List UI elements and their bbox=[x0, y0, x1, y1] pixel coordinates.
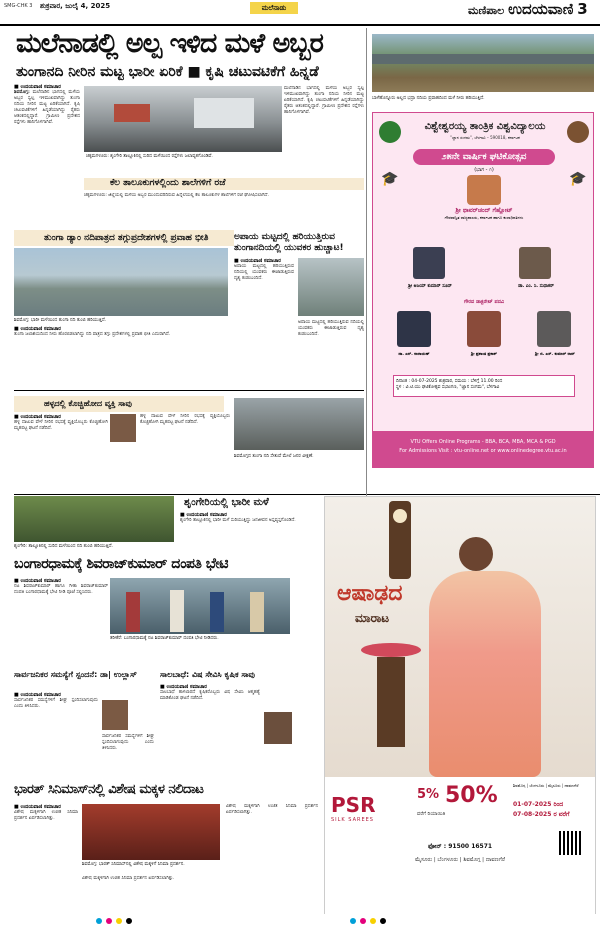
folio: SMG-CHK 3 bbox=[4, 3, 33, 9]
sringeri-text: ಶೃಂಗೇರಿ ತಾಲ್ಲೂಕಿನಲ್ಲಿ ಭಾರೀ ಮಳೆ ಸುರಿಯುತ್ತಿದ್ದು ಜನಜೀವನ ಅಸ್ತವ್ಯಸ್ತಗೊಂಡಿದೆ. bbox=[180, 518, 296, 523]
bharat-caption: ಶಿವಮೊಗ್ಗ: ಭಾರತ್ ಸಿನಿಮಾಸ್‌ನಲ್ಲಿ ವಿಶೇಷ ಮಕ್ಕಳಿಗೆ ಸಿನಿಮಾ ಪ್ರದರ್ಶನ. bbox=[82, 862, 185, 867]
chief-guest-photo bbox=[467, 175, 501, 205]
guest-photo-4 bbox=[467, 311, 501, 347]
danger-bureau: ■ ಉದಯವಾಣಿ ಸಮಾಚಾರ bbox=[234, 258, 281, 264]
vtu-guest2: ಡಾ. ಎಂ. ಸಿ. ಸುಧಾಕರ್ bbox=[518, 284, 554, 289]
vtu-portrait bbox=[567, 121, 589, 143]
vtu-guest1: ಶ್ರೀ ಅಜಯ್ ಕುಮಾರ್ ಸೂದ್ bbox=[408, 284, 452, 289]
vtu-address: "ಜ್ಞಾನ ಸಂಗಮ", ಬೆಳಗಾವಿ – 590018, ಕರ್ನಾಟಕ bbox=[450, 135, 520, 140]
psr-phone: ಫೋನ್ : 91500 16571 bbox=[427, 843, 493, 850]
model-head bbox=[459, 537, 493, 571]
offer-max: 50% bbox=[445, 783, 498, 808]
bharat-text-2: ವಿಶೇಷ ಮಕ್ಕಳಿಗಾಗಿ ಉಚಿತ ಸಿನಿಮಾ ಪ್ರದರ್ಶನ ಏರ್ಪಡಿಸಲಾಗಿತ್ತು. bbox=[226, 804, 318, 815]
flower-bowl bbox=[361, 643, 421, 657]
registration-mark-yellow bbox=[116, 918, 122, 924]
vtu-section: ಗೌರವ ಡಾಕ್ಟರೇಟ್ ಪದವಿ bbox=[463, 299, 505, 305]
lead-subhead: ತುಂಗಾನದಿ ನೀರಿನ ಮಟ್ಟ ಭಾರೀ ಏರಿಕೆ ■ ಕೃಷಿ ಚಟುವಟಿಕೆಗೆ ಹಿನ್ನಡೆ bbox=[16, 64, 319, 80]
guest-photo-3 bbox=[397, 311, 431, 347]
snake-body bbox=[14, 414, 108, 482]
psr-advertisement bbox=[324, 496, 596, 914]
paper-title: ಉದಯವಾಣಿ bbox=[508, 0, 574, 18]
registration-mark-cyan bbox=[96, 918, 102, 924]
farmer-text: ಸಾಲಬಾಧೆ ತಾಳಲಾರದೆ ಕೃಷಿಕರೊಬ್ಬರು ವಿಷ ಸೇವಿಸಿ ಆತ್ಮಹತ್ಯೆ ಮಾಡಿಕೊಂಡ ಘಟನೆ ನಡೆದಿದೆ. bbox=[160, 690, 260, 701]
issue-date: ಶುಕ್ರವಾರ, ಜುಲೈ 4, 2025 bbox=[40, 2, 111, 10]
offer-date-from: 01-07-2025 ರಿಂದ bbox=[513, 801, 564, 808]
sringeri-photo bbox=[14, 496, 174, 542]
guest-photo-5 bbox=[537, 311, 571, 347]
bharat-text-3: ವಿಶೇಷ ಮಕ್ಕಳಿಗಾಗಿ ಉಚಿತ ಸಿನಿಮಾ ಪ್ರದರ್ಶನ ಏರ್ಪಡಿಸಲಾಗಿತ್ತು. bbox=[82, 876, 175, 881]
vtu-chief: ಶ್ರೀ ಥಾವರ್‌ಚಂದ್ ಗೆಹ್ಲೋಟ್ bbox=[455, 207, 513, 214]
bharat-text: ವಿಶೇಷ ಮಕ್ಕಳಿಗಾಗಿ ಉಚಿತ ಸಿನಿಮಾ ಪ್ರದರ್ಶನ ಏರ್ಪಡಿಸಲಾಗಿತ್ತು. bbox=[14, 810, 78, 821]
psr-subtitle: ಮಾರಾಟ bbox=[355, 611, 390, 625]
lead-column-2 bbox=[284, 86, 364, 156]
bangara-body bbox=[14, 578, 108, 668]
vtu-admission: For Admissions Visit : vtu-online.net or www.onlinedegree.vtu.ac.in bbox=[399, 448, 567, 454]
bharat-bureau: ■ ಉದಯವಾಣಿ ಸಮಾಚಾರ bbox=[14, 804, 61, 810]
danger-photo bbox=[298, 258, 364, 316]
ullas-body bbox=[14, 692, 98, 778]
offer-date-to: 07-08-2025 ರ ವರೆಗೆ bbox=[513, 811, 570, 818]
river-photo-bridge bbox=[372, 54, 594, 64]
bangara-text: ನಟ ಶಿವರಾಜ್‌ಕುಮಾರ್ ಹಾಗೂ ಗೀತಾ ಶಿವರಾಜ್‌ಕುಮಾರ್ ದಂಪತಿ ಬಂಗಾರಧಾಮಕ್ಕೆ ಭೇಟಿ ನೀಡಿ ಪೂಜೆ ಸಲ್ಲಿಸಿದರು. bbox=[14, 584, 108, 595]
tunga-body bbox=[14, 326, 228, 364]
page-number: 3 bbox=[577, 0, 588, 18]
registration-mark-magenta-2 bbox=[360, 918, 366, 924]
lead-photo-vehicle bbox=[114, 104, 150, 122]
person-figure-3 bbox=[210, 592, 224, 632]
vtu-guest3: ಡಾ. ಎಸ್. ನಾರಾಯಣ್ bbox=[398, 351, 430, 356]
vtu-event: ೨೫ನೇ ವಾರ್ಷಿಕ ಘಟಿಕೋತ್ಸವ bbox=[413, 149, 555, 165]
vtu-title: ವಿಶ್ವೇಶ್ವರಯ್ಯ ತಾಂತ್ರಿಕ ವಿಶ್ವವಿದ್ಯಾಲಯ bbox=[424, 121, 546, 132]
registration-mark-yellow-2 bbox=[370, 918, 376, 924]
farmer-title: ಸಾಲಬಾಧೆ: ವಿಷ ಸೇವಿಸಿ ಕೃಷಿಕ ಸಾವು bbox=[160, 670, 255, 679]
snake-band bbox=[14, 396, 224, 412]
holiday-title: ಕೆಲ ತಾಲೂಕುಗಳಲ್ಲಿಂದು ಶಾಲೆಗಳಿಗೆ ರಜೆ bbox=[110, 178, 226, 188]
farmer-body bbox=[160, 684, 260, 778]
offer-note: ವರೆಗೆ ರಿಯಾಯಿತಿ bbox=[417, 811, 446, 817]
guest-photo-1 bbox=[413, 247, 445, 279]
ullas-bureau: ■ ಉದಯವಾಣಿ ಸಮಾಚಾರ bbox=[14, 692, 61, 698]
qr-code-icon bbox=[559, 831, 583, 855]
vtu-footer bbox=[373, 431, 593, 467]
ullas-text-2: ಸಾರ್ವಜನಿಕರ ಸಮಸ್ಯೆಗಳಿಗೆ ಶೀಘ್ರ ಸ್ಪಂದಿಸಲಾಗುವುದು ಎಂದು ತಿಳಿಸಿದರು. bbox=[102, 734, 154, 751]
psr-title: ಆಷಾಢದ bbox=[337, 581, 403, 606]
farmer-bureau: ■ ಉದಯವಾಣಿ ಸಮಾಚಾರ bbox=[160, 684, 207, 690]
lead-photo-caption: ಚಿಕ್ಕಮಗಳೂರು: ಶೃಂಗೇರಿ ತಾಲ್ಲೂಕಿನಲ್ಲಿ ಸುರಿದ ಮಳೆಯಿಂದ ರಸ್ತೆಗಳು ಜಲಾವೃತಗೊಂಡಿವೆ. bbox=[86, 154, 213, 159]
bharat-body bbox=[14, 804, 78, 914]
lead-photo-building bbox=[194, 98, 254, 128]
sringeri-bureau: ■ ಉದಯವಾಣಿ ಸಮಾಚಾರ bbox=[180, 512, 227, 518]
victim-portrait bbox=[110, 414, 136, 442]
vtu-online: VTU Offers Online Programs - BBA, BCA, MBA, MCA & PGD bbox=[410, 439, 556, 445]
tunga-band bbox=[14, 230, 234, 246]
snake-caption: ಶಿವಮೊಗ್ಗದ ತುಂಗಾ ನದಿ ಸೇತುವೆ ಮೇಲೆ ಜನರ ವೀಕ್ಷಣೆ. bbox=[234, 454, 314, 459]
crowd-photo bbox=[234, 398, 364, 450]
snake-title: ಹಳ್ಳದಲ್ಲಿ ಕೊಚ್ಚಿಹೋದ ವ್ಯಕ್ತಿ ಸಾವು bbox=[44, 399, 132, 408]
graduation-cap-icon: 🎓 bbox=[381, 171, 399, 187]
ullas-title: ಸಾರ್ವಜನಿಕರ ಸಮಸ್ಯೆಗೆ ಸ್ಪಂದನೆ: ಡಾ| ಉಲ್ಲಾಸ್ bbox=[14, 670, 137, 679]
bharat-title: ಭಾರತ್ ಸಿನಿಮಾಸ್‌ನಲ್ಲಿ ವಿಶೇಷ ಮಕ್ಕಳ ನಲಿದಾಟ bbox=[14, 782, 204, 797]
vtu-part: (ಭಾಗ - ೧) bbox=[474, 167, 494, 173]
bangara-bureau: ■ ಉದಯವಾಣಿ ಸಮಾಚಾರ bbox=[14, 578, 61, 584]
psr-brand: PSR bbox=[331, 793, 376, 817]
vtu-chief-role: ಗೌರವಾನ್ವಿತ ರಾಜ್ಯಪಾಲರು, ಕರ್ನಾಟಕ ಹಾಗೂ ಕುಲಾಧಿಪತಿಗಳು bbox=[444, 215, 524, 220]
vtu-details bbox=[393, 375, 575, 397]
danger-text: ಅಪಾಯ ಮಟ್ಟದಲ್ಲಿ ಹರಿಯುತ್ತಿರುವ ನದಿಯಲ್ಲಿ ಯುವಕರು ಈಜಾಡುತ್ತಿರುವ ದೃಶ್ಯ ಕಂಡುಬಂದಿದೆ. bbox=[234, 264, 294, 281]
psr-address: ಶಿವಮೊಗ್ಗ | ಬೆಂಗಳೂರು | ಮೈಸೂರು | ದಾವಣಗೆರೆ bbox=[513, 783, 579, 788]
person-figure bbox=[126, 592, 140, 632]
paper-prefix: ಮಣಿಪಾಲ bbox=[468, 4, 505, 17]
psr-brand-sub: SILK SAREES bbox=[331, 817, 374, 823]
vtu-guest5: ಶ್ರೀ ಜಿ. ಎಸ್. ಕುಮಾರ್ ರಾವ್ bbox=[535, 351, 575, 356]
sringeri-body bbox=[180, 512, 316, 550]
side-table bbox=[377, 657, 405, 747]
vtu-logo bbox=[379, 121, 401, 143]
guest-photo-2 bbox=[519, 247, 551, 279]
bangara-caption: ತರೀಕೆರೆ: ಬಂಗಾರಧಾಮಕ್ಕೆ ನಟ ಶಿವರಾಜ್‌ಕುಮಾರ್ ದಂಪತಿ ಭೇಟಿ ನೀಡಿದರು. bbox=[110, 636, 219, 641]
person-figure-2 bbox=[170, 590, 184, 632]
tunga-title: ತುಂಗಾ ಡ್ಯಾಂ ನದಿಪಾತ್ರದ ತಗ್ಗುಪ್ರದೇಶಗಳಲ್ಲಿ ಪ್ರವಾಹ ಭೀತಿ bbox=[44, 233, 209, 243]
graduation-cap-icon-right: 🎓 bbox=[569, 171, 587, 187]
tunga-photo bbox=[14, 248, 228, 316]
snake-text-2: ಹಳ್ಳ ದಾಟುವ ವೇಳೆ ನೀರಿನ ರಭಸಕ್ಕೆ ವ್ಯಕ್ತಿಯೊಬ್ಬರು ಕೊಚ್ಚಿಹೋಗಿ ಮೃತಪಟ್ಟ ಘಟನೆ ನಡೆದಿದೆ. bbox=[140, 414, 230, 425]
tunga-text: ತುಂಗಾ ಜಲಾಶಯದಿಂದ ನೀರು ಹೊರಬಿಡಲಾಗಿದ್ದು ನದಿ ಪಾತ್ರದ ತಗ್ಗು ಪ್ರದೇಶಗಳಲ್ಲಿ ಪ್ರವಾಹ ಭೀತಿ ಎದುರಾಗಿದೆ. bbox=[14, 332, 171, 337]
divider bbox=[14, 390, 364, 391]
registration-mark-black-2 bbox=[380, 918, 386, 924]
registration-mark-black bbox=[126, 918, 132, 924]
registration-mark-cyan-2 bbox=[350, 918, 356, 924]
registration-mark-magenta bbox=[106, 918, 112, 924]
vtu-guest4: ಶ್ರೀ ಪ್ರಶಾಂತ ಪ್ರಕಾಶ್ bbox=[471, 351, 497, 356]
snake-bureau: ■ ಉದಯವಾಣಿ ಸಮಾಚಾರ bbox=[14, 414, 61, 420]
bharat-photo bbox=[82, 804, 220, 860]
ullas-portrait bbox=[102, 700, 128, 730]
danger-text-2: ಅಪಾಯ ಮಟ್ಟದಲ್ಲಿ ಹರಿಯುತ್ತಿರುವ ನದಿಯಲ್ಲಿ ಯುವಕರು ಈಜಾಡುತ್ತಿರುವ ದೃಶ್ಯ ಕಂಡುಬಂದಿದೆ. bbox=[298, 320, 364, 337]
danger-title: ಅಪಾಯ ಮಟ್ಟದಲ್ಲಿ ಹರಿಯುತ್ತಿರುವ ತುಂಗಾನದಿಯಲ್ಲಿ ಯುವಕರ ಹುಚ್ಚಾಟ! bbox=[234, 232, 344, 253]
tunga-bureau: ■ ಉದಯವಾಣಿ ಸಮಾಚಾರ bbox=[14, 326, 61, 332]
person-figure-4 bbox=[250, 592, 264, 632]
paper-name bbox=[468, 0, 588, 18]
lead-headline: ಮಲೆನಾಡಲ್ಲಿ ಅಲ್ಪ ಇಳಿದ ಮಳೆ ಅಬ್ಬರ bbox=[16, 28, 323, 59]
saree-figure bbox=[429, 571, 541, 777]
section-tag: ಮಲೆನಾಡು bbox=[250, 2, 298, 14]
river-photo-caption: ಬಾಳೆಹೊನ್ನೂರು ಅಲ್ಲದ ಭದ್ರಾ ನದಿಯ ಪ್ರವಾಹದಿಂದ ಮಳೆ ನೀರು ಹರಿಯುತ್ತಿದೆ. bbox=[372, 96, 485, 101]
bangara-title: ಬಂಗಾರಧಾಮಕ್ಕೆ ಶಿವರಾಜ್‌ಕುಮಾರ್ ದಂಪತಿ ಭೇಟಿ bbox=[14, 556, 229, 572]
danger-body bbox=[234, 258, 294, 388]
psr-stores: ಮೈಸೂರು | ಬೆಂಗಳೂರು | ಶಿವಮೊಗ್ಗ | ದಾವಣಗೆರೆ bbox=[414, 857, 506, 863]
column-divider bbox=[366, 28, 367, 496]
snake-text: ಹಳ್ಳ ದಾಟುವ ವೇಳೆ ನೀರಿನ ರಭಸಕ್ಕೆ ವ್ಯಕ್ತಿಯೊಬ್ಬರು ಕೊಚ್ಚಿಹೋಗಿ ಮೃತಪಟ್ಟ ಘಟನೆ ನಡೆದಿದೆ. bbox=[14, 420, 108, 431]
offer-min: 5% bbox=[417, 787, 440, 802]
bangara-photo bbox=[110, 578, 290, 634]
lead-bureau: ■ ಉದಯವಾಣಿ ಸಮಾಚಾರ bbox=[14, 84, 61, 90]
sringeri-caption: ಶೃಂಗೇರಿ: ತಾಲ್ಲೂಕಿನಲ್ಲಿ ಸುರಿದ ಮಳೆಯಿಂದ ನದಿ ತುಂಬಿ ಹರಿಯುತ್ತಿದೆ. bbox=[14, 544, 113, 549]
tunga-caption: ಶಿವಮೊಗ್ಗ: ಭಾರೀ ಮಳೆಯಿಂದ ತುಂಗಾ ನದಿ ತುಂಬಿ ಹರಿಯುತ್ತಿದೆ. bbox=[14, 318, 107, 323]
sringeri-title: ಶೃಂಗೇರಿಯಲ್ಲಿ ಭಾರೀ ಮಳೆ bbox=[184, 497, 269, 508]
river-photo bbox=[372, 34, 594, 92]
vtu-advertisement bbox=[372, 112, 594, 468]
vtu-datetime: ದಿನಾಂಕ : 04-07-2025 ಶುಕ್ರವಾರ, ಸಮಯ : ಬೆಳಿಗ್ಗೆ 11.00 ರಿಂದ bbox=[396, 379, 503, 384]
ullas-text: ಸಾರ್ವಜನಿಕರ ಸಮಸ್ಯೆಗಳಿಗೆ ಶೀಘ್ರ ಸ್ಪಂದಿಸಲಾಗುವುದು ಎಂದು ತಿಳಿಸಿದರು. bbox=[14, 698, 98, 709]
holiday-body: ಚಿಕ್ಕಮಗಳೂರು: ಜಿಲ್ಲೆಯಲ್ಲಿ ಮಳೆಯ ಅಬ್ಬರ ಮುಂದುವರಿದಿರುವ ಹಿನ್ನೆಲೆಯಲ್ಲಿ ಕೆಲ ತಾಲೂಕುಗಳ ಶಾಲೆಗಳಿಗೆ ರಜೆ ಘೋಷಿಸಲಾಗಿದೆ. bbox=[84, 193, 269, 198]
farmer-portrait bbox=[264, 712, 292, 744]
lead-body-2: ಮಲೆನಾಡಿನ ಭಾಗದಲ್ಲಿ ಮಳೆಯ ಅಬ್ಬರ ಸ್ವಲ್ಪ ಇಳಿಮುಖವಾಗಿದ್ದು ತುಂಗಾ ನದಿಯ ನೀರಿನ ಮಟ್ಟ ಏರಿಕೆಯಾಗಿದೆ. ಕೃಷಿ ಚಟುವಟಿಕೆಗಳಿಗೆ ಹಿನ್ನಡೆಯಾಗಿದ್ದು ರೈತರು ಆತಂಕದಲ್ಲಿದ್ದಾರೆ. ಗ್ರಾಮೀಣ ಪ್ರದೇಶದ ರಸ್ತೆಗಳು ಹಾನಿಗೊಳಗಾಗಿವೆ. bbox=[284, 86, 364, 115]
lead-body: ಮಲೆನಾಡಿನ ಭಾಗದಲ್ಲಿ ಮಳೆಯ ಅಬ್ಬರ ಸ್ವಲ್ಪ ಇಳಿಮುಖವಾಗಿದ್ದು ತುಂಗಾ ನದಿಯ ನೀರಿನ ಮಟ್ಟ ಏರಿಕೆಯಾಗಿದೆ. ಕೃಷಿ ಚಟುವಟಿಕೆಗಳಿಗೆ ಹಿನ್ನಡೆಯಾಗಿದ್ದು ರೈತರು ಆತಂಕದಲ್ಲಿದ್ದಾರೆ. ಗ್ರಾಮೀಣ ಪ್ರದೇಶದ ರಸ್ತೆಗಳು ಹಾನಿಗೊಳಗಾಗಿವೆ. bbox=[14, 90, 80, 125]
lead-place: ಶಿವಮೊಗ್ಗ: bbox=[14, 90, 30, 95]
vtu-venue: ಸ್ಥಳ : ವಿ.ಟಿ.ಯು ಘಟಿಕೋತ್ಸವ ಸಭಾಂಗಣ, "ಜ್ಞಾನ ಸಂಗಮ", ಬೆಳಗಾವಿ bbox=[396, 385, 500, 390]
lead-photo bbox=[84, 86, 282, 152]
clock-face bbox=[393, 509, 407, 523]
divider-2 bbox=[14, 494, 600, 495]
